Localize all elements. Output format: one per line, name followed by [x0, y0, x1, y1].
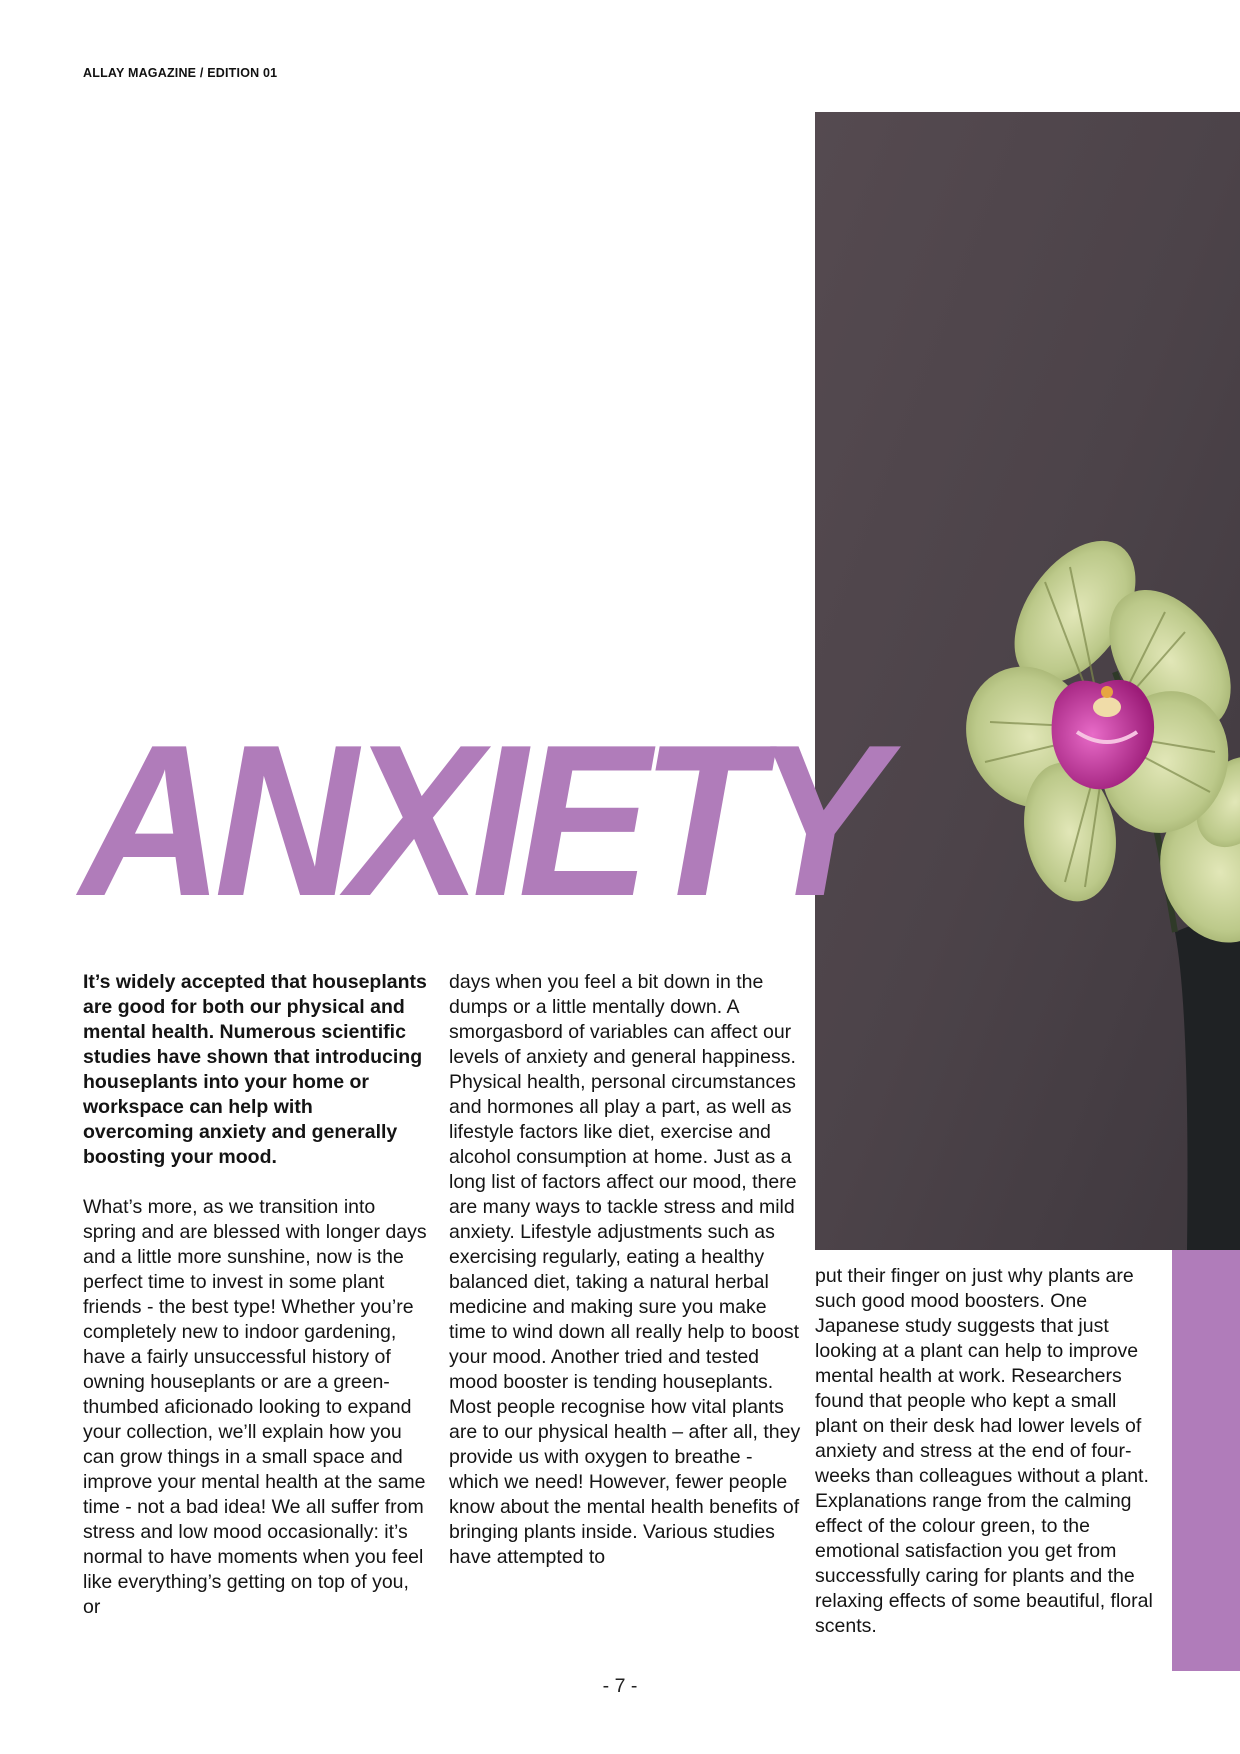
- article-column-1: [83, 970, 428, 1620]
- masthead: ALLAY MAGAZINE / EDITION 01: [83, 66, 278, 80]
- orchid-illustration: [815, 112, 1240, 1250]
- accent-bar: [1172, 1250, 1240, 1671]
- page-number: - 7 -: [602, 1675, 638, 1697]
- body-paragraph: days when you feel a bit down in the dumps or a little mentally down. A smorgasbord of variables can affect our levels of anxiety and general happiness. Physical health, personal circumstances and hormones all play a part, as well as lifestyle factors like diet, exercise and alcohol consumption at home. Just as a long list of factors affect our mood, there are many ways to tackle stress and mild anxiety. Lifestyle adjustments such as exercising regularly, eating a healthy balanced diet, taking a natural herbal medicine and making sure you make time to wind down all really help to boost your mood. Another tried and tested mood booster is tending houseplants. Most people recognise how vital plants are to our physical health – after all, they provide us with oxygen to breathe - which we need! However, fewer people know about the mental health benefits of bringing plants inside. Various studies have attempted to: [449, 971, 801, 1568]
- article-column-2: [449, 970, 804, 1570]
- body-paragraph: What’s more, as we transition into spring and are blessed with longer days and a little more sunshine, now is the perfect time to invest in some plant friends - the best type! Whether you’re completely new to indoor gardening, have a fairly unsuccessful history of owning houseplants or are a green-thumbed aficionado looking to expand your collection, we’ll explain how you can grow things in a small space and improve your mental health at the same time - not a bad idea! We all suffer from stress and low mood occasionally: it’s normal to have moments when you feel like everything’s getting on top of you, or: [83, 1196, 427, 1618]
- headline: ANXIETY: [80, 699, 877, 941]
- orchid-photo: [815, 112, 1240, 1250]
- article-column-3: [815, 1264, 1160, 1639]
- body-paragraph: put their finger on just why plants are such good mood boosters. One Japanese study suggests that just looking at a plant can help to improve mental health at work. Researchers found that people who kept a small plant on their desk had lower levels of anxiety and stress at the end of four-weeks than colleagues without a plant. Explanations range from the calming effect of the colour green, to the emotional satisfaction you get from successfully caring for plants and the relaxing effects of some beautiful, floral scents.: [815, 1265, 1153, 1637]
- lead-paragraph: It’s widely accepted that houseplants are good for both our physical and mental health. Numerous scientific studies have shown that introducing houseplants into your home or workspace can help with overcoming anxiety and generally boosting your mood.: [83, 971, 427, 1168]
